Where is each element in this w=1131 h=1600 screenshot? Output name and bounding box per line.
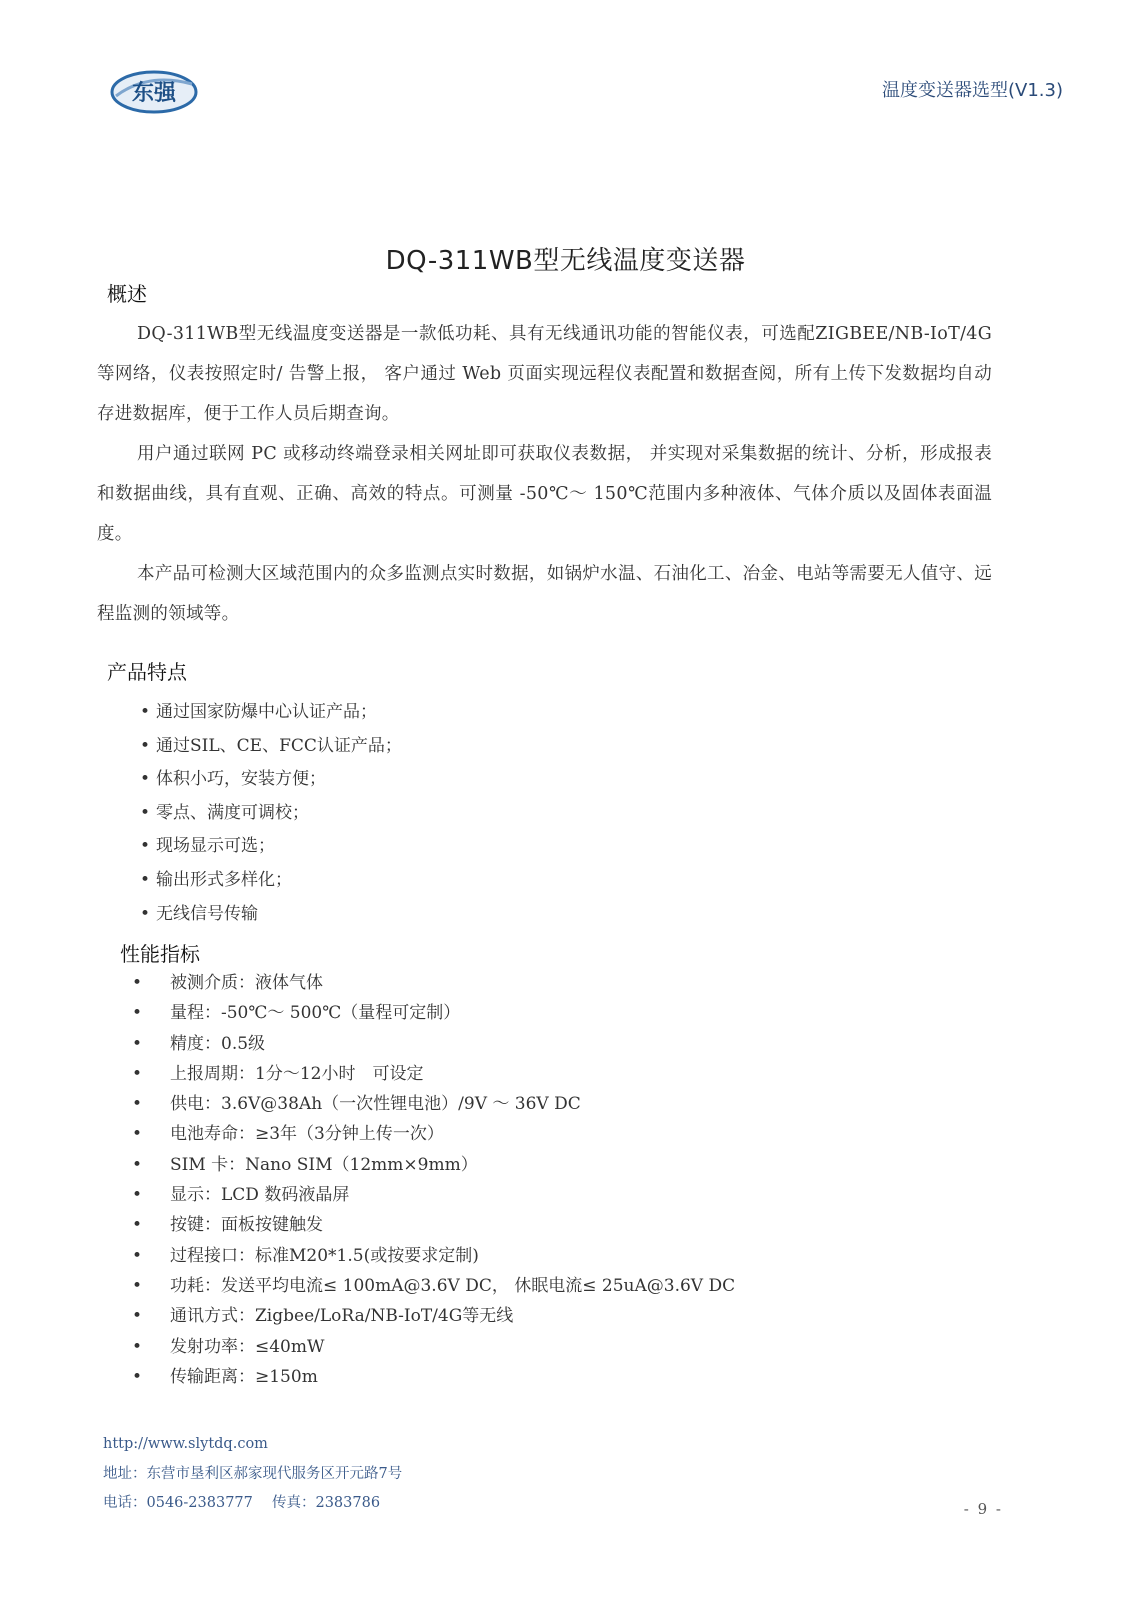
bullet-icon: • [132,1366,143,1387]
footer [103,1430,402,1519]
spec-item: • 被测介质：液体气体 [132,968,735,998]
footer-url-link[interactable]: http://www.slytdq.com [103,1436,268,1452]
features-list [140,696,402,931]
spec-item: • 过程接口：标准M20*1.5(或按要求定制) [132,1241,735,1271]
spec-item: • 量程：-50℃～ 500℃（量程可定制） [132,998,735,1028]
bullet-icon: • [140,903,151,924]
bullet-icon: • [132,1154,143,1175]
header-doc-version: 温度变送器选型(V1.3) [882,80,1063,101]
bullet-icon: • [132,1306,143,1327]
footer-contact: 电话：0546-2383777 传真：2383786 [103,1495,381,1511]
document-title: DQ-311WB型无线温度变送器 [385,246,746,276]
specs-list [132,968,735,1392]
bullet-icon: • [132,1094,143,1115]
spec-item: • 按键：面板按键触发 [132,1210,735,1240]
bullet-icon: • [140,836,151,857]
overview-paragraph: 用户通过联网 PC 或移动终端登录相关网址即可获取仪表数据， 并实现对采集数据的统计、分析，形成报表和数据曲线，具有直观、正确、高效的特点。可测量 -50℃～ 150℃范围内多种液体、气体介质以及固体表面温度。 [97,444,992,544]
feature-item: • 零点、满度可调校； [140,797,402,831]
feature-item: • 现场显示可选； [140,830,402,864]
bullet-icon: • [140,869,151,890]
page-number: - 9 - [963,1500,1003,1518]
feature-item: • 通过国家防爆中心认证产品； [140,696,402,730]
bullet-icon: • [132,1336,143,1357]
overview-paragraph: 本产品可检测大区域范围内的众多监测点实时数据，如锅炉水温、石油化工、冶金、电站等需要无人值守、远程监测的领域等。 [97,564,992,624]
spec-item: • 功耗：发送平均电流≤ 100mA@3.6V DC， 休眠电流≤ 25uA@3.6V DC [132,1271,735,1301]
feature-item: • 无线信号传输 [140,898,402,932]
bullet-icon: • [140,802,151,823]
spec-item: • 精度：0.5级 [132,1029,735,1059]
bullet-icon: • [132,1245,143,1266]
spec-item: • 传输距离：≥150m [132,1362,735,1392]
spec-item: • 电池寿命：≥3年（3分钟上传一次） [132,1119,735,1149]
spec-item: • SIM 卡：Nano SIM（12mm×9mm） [132,1150,735,1180]
spec-item: • 显示：LCD 数码液晶屏 [132,1180,735,1210]
bullet-icon: • [140,735,151,756]
spec-item: • 上报周期：1分～12小时 可设定 [132,1059,735,1089]
bullet-icon: • [132,973,143,993]
footer-address: 地址：东营市垦利区郝家现代服务区开元路7号 [103,1465,403,1482]
logo-text: 东强 [131,81,177,106]
bullet-icon: • [132,1063,143,1084]
bullet-icon: • [132,1185,143,1206]
bullet-icon: • [132,1215,143,1236]
bullet-icon: • [140,702,151,722]
bullet-icon: • [132,1275,143,1296]
bullet-icon: • [132,1003,143,1024]
overview-heading: 概述 [107,282,147,306]
spec-item: • 通讯方式：Zigbee/LoRa/NB-IoT/4G等无线 [132,1301,735,1331]
performance-heading: 性能指标 [120,942,200,966]
features-heading: 产品特点 [107,660,187,684]
company-logo [108,66,198,118]
spec-item: • 发射功率：≤40mW [132,1332,735,1362]
overview-paragraph: DQ-311WB型无线温度变送器是一款低功耗、具有无线通讯功能的智能仪表，可选配ZIGBEE/NB-IoT/4G 等网络，仪表按照定时/ 告警上报， 客户通过 Web 页面实现远程仪表配置和数据查阅，所有上传下发数据均自动存进数据库，便于工作人员后期查询。 [97,324,992,424]
feature-item: • 通过SIL、CE、FCC认证产品； [140,730,402,764]
spec-item: • 供电：3.6V@38Ah（一次性锂电池）/9V ～ 36V DC [132,1089,735,1119]
bullet-icon: • [132,1124,143,1145]
bullet-icon: • [140,769,151,790]
feature-item: • 体积小巧，安装方便； [140,763,402,797]
feature-item: • 输出形式多样化； [140,864,402,898]
bullet-icon: • [132,1033,143,1054]
